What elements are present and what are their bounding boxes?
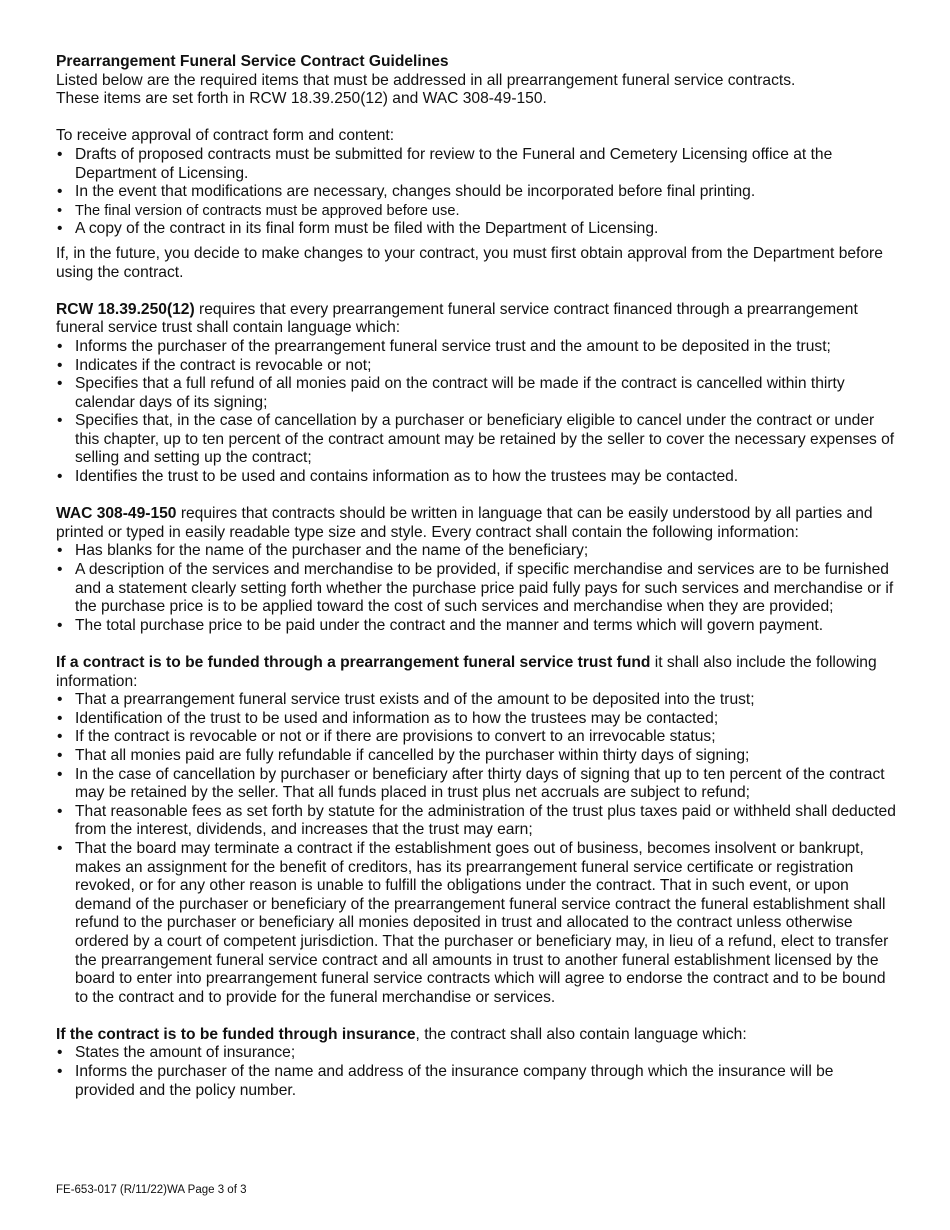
trust-fund-text: it shall also include the following information: [56,654,877,690]
list-item: • Specifies that a full refund of all monies paid on the contract will be made if the contract is cancelled within thirty calendar days of its signing; [56,375,896,412]
list-item: • Informs the purchaser of the prearrangement funeral service trust and the amount to be deposited in the trust; [56,338,896,357]
list-item: • A copy of the contract in its final form must be filed with the Department of Licensing. [56,220,896,239]
list-item: • That a prearrangement funeral service trust exists and of the amount to be deposited into the trust; [56,691,896,710]
insurance-list [56,1044,896,1100]
list-item: • Indicates if the contract is revocable or not; [56,357,896,376]
list-item: • The total purchase price to be paid under the contract and the manner and terms which will govern payment. [56,617,896,636]
insurance-paragraph [56,1026,896,1045]
trust-fund-heading: If a contract is to be funded through a prearrangement funeral service trust fund [56,654,651,671]
rcw-citation: RCW 18.39.250(12) [56,300,195,318]
list-item: • In the event that modifications are necessary, changes should be incorporated before final printing. [56,183,896,202]
list-item: • Drafts of proposed contracts must be submitted for review to the Funeral and Cemetery Licensing office at the Department of Licensing. [56,146,896,183]
insurance-heading: If the contract is to be funded through insurance [56,1025,416,1043]
list-item: • Specifies that, in the case of cancellation by a purchaser or beneficiary eligible to cancel under the contract or under this chapter, up to ten percent of the contract amount may be retained by the seller to cover the necessary expenses of selling and setting up the contract; [56,412,896,468]
list-item: • If the contract is revocable or not or if there are provisions to convert to an irrevocable status; [56,728,896,747]
list-item: • That all monies paid are fully refundable if cancelled by the purchaser within thirty days of signing; [56,747,896,766]
rcw-list [56,338,896,487]
insurance-text: , the contract shall also contain language which: [415,1025,747,1043]
intro-line-2: These items are set forth in RCW 18.39.250(12) and WAC 308-49-150. [56,90,547,108]
approval-list [56,146,896,239]
list-item: • The final version of contracts must be approved before use. [56,202,896,221]
rcw-text: requires that every prearrangement funeral service contract financed through a prearrangement funeral service trust shall contain language which: [56,300,858,337]
list-item: • That reasonable fees as set forth by statute for the administration of the trust plus taxes paid or withheld shall deducted from the interest, dividends, and increases that the trust may earn; [56,803,896,840]
list-item: • Identifies the trust to be used and contains information as to how the trustees may be contacted. [56,468,896,487]
list-item: • States the amount of insurance; [56,1044,896,1063]
list-item: • Informs the purchaser of the name and address of the insurance company through which the insurance will be provided and the policy number. [56,1063,896,1100]
trust-fund-paragraph [56,654,896,691]
wac-list [56,542,896,635]
approval-lead: To receive approval of contract form and content: [56,127,395,145]
list-item: • That the board may terminate a contract if the establishment goes out of business, becomes insolvent or bankrupt, makes an assignment for the benefit of creditors, has its prearrangement funeral service certificate or registration revoked, or for any other reason is unable to fulfill the obligations under the contract. That in such event, or upon demand of the purchaser or beneficiary of the prearrangement funeral service contract the funeral establishment shall refund to the purchaser or beneficiary all monies deposited in trust and allocated to the contract unless otherwise ordered by a court of competent jurisdiction. That the purchaser or beneficiary may, in lieu of a refund, elect to transfer the prearrangement funeral service contract and all amounts in trust to another funeral establishment licensed by the board to enter into prearrangement funeral service contracts which will agree to endorse the contract and to be bound to the contract and to provide for the funeral merchandise or services. [56,840,896,1007]
wac-text: requires that contracts should be written in language that can be easily understood by all parties and printed or typed in easily readable type size and style. Every contract shall contain the following information: [56,505,873,541]
rcw-paragraph [56,301,896,338]
document-body [56,53,896,1100]
form-footer: FE-653-017 (R/11/22)WA Page 3 of 3 [56,1184,247,1196]
approval-closing: If, in the future, you decide to make changes to your contract, you must first obtain approval from the Department before using the contract. [56,244,883,281]
list-item: • A description of the services and merchandise to be provided, if specific merchandise and services are to be furnished and a statement clearly setting forth whether the purchase price paid fully pays for such services and merchandise or if the purchase price is to be applied toward the cost of such services and merchandise when they are provided; [56,561,896,617]
wac-citation: WAC 308-49-150 [56,505,177,523]
document-title: Prearrangement Funeral Service Contract Guidelines [56,53,449,70]
list-item: • In the case of cancellation by purchaser or beneficiary after thirty days of signing that up to ten percent of the contract may be retained by the seller. That all funds placed in trust plus net accruals are subject to refund; [56,766,896,803]
wac-paragraph [56,505,896,542]
trust-fund-list [56,691,896,1007]
list-item: • Has blanks for the name of the purchaser and the name of the beneficiary; [56,542,896,561]
list-item: • Identification of the trust to be used and information as to how the trustees may be contacted; [56,710,896,729]
intro-line-1: Listed below are the required items that must be addressed in all prearrangement funeral service contracts. [56,71,796,89]
